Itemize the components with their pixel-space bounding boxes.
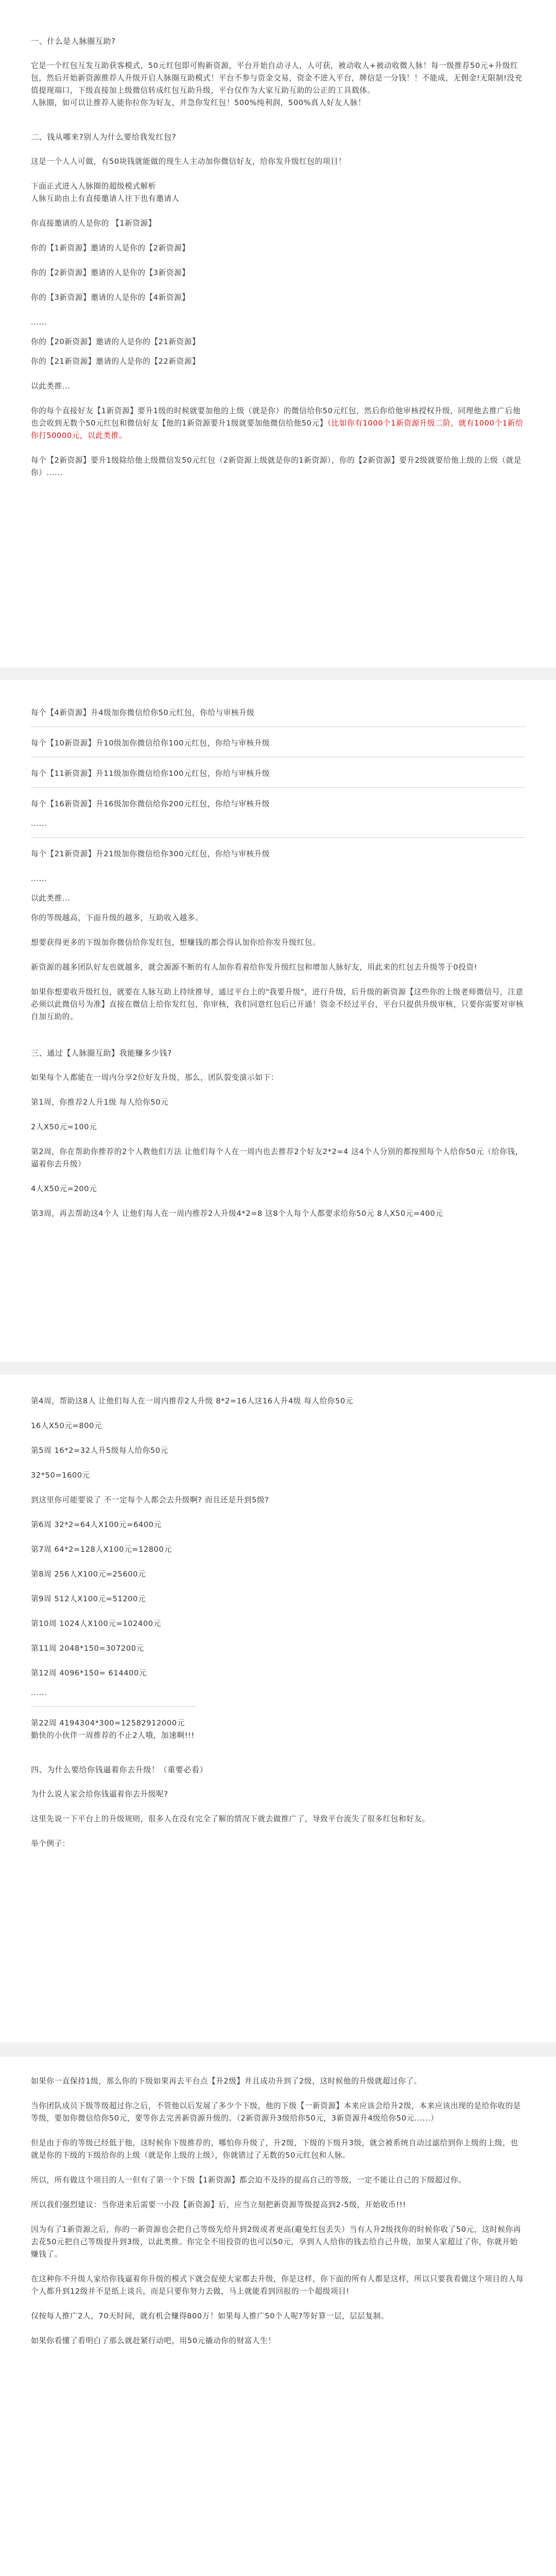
so-on-text: 以此类推... [31, 894, 71, 903]
example-paragraph: 所以，所有做这个项目的人一但有了第一个下级【1新资源】都会迫不及待的提高自己的等级，一定不能让自己的下级超过你。 [31, 2176, 466, 2184]
level5-note: 到这里你可能要说了 不一定每个人都会去升级啊? 而且还是升到5级? [31, 1496, 269, 1504]
week-calc: 4人X50元=200元 [31, 1184, 97, 1193]
closing-paragraph: 如果你看懂了看明白了那么就赶紧行动吧，用50元撬动你的财富人生！ [31, 2336, 276, 2345]
week-calc: 32*50=1600元 [31, 1471, 90, 1480]
why-pay-question: 为什么说人家会给你钱逼着你去升级呢? [31, 1790, 168, 1799]
section-heading-earnings: 三、通过【人脉圈互助】我能赚多少钱? [31, 1048, 172, 1058]
week-calc: 16人X50元=800元 [31, 1421, 102, 1430]
rule-line: 每个【4新资源】升4级加你微信给你50元红包，你给与审核升级 [31, 708, 255, 717]
example-paragraph: 因为有了1新资源之后，你的一新资源也会把自己等级先给升到2级或者更高(避免红包丢失）当有人升2级找你的时候你收了50元，这时候你再去花50元把自己等级提升到3级，以此类推。你完全不用投资的也可以50元，享到人人给你的钱去给自己升级，加果人家超过了你，你就开始赚钱了。 [31, 2225, 522, 2259]
earnings-intro: 如果每个人都能在一周内分享2位好友升级，那么，团队裂变演示如下： [31, 1073, 279, 1082]
chain-line: 你的【3新资源】邀请的人是你的【4新资源】 [31, 293, 190, 302]
week-line: 第9周 512人X100元=51200元 [31, 1595, 146, 1603]
ellipsis-text: ...... [31, 1688, 47, 1697]
content-panel-3 [0, 1375, 556, 2042]
example-paragraph: 仅按每人推广2人，70天时间，就有机会赚得800万！如果每人推广50个人呢?等好算一层，层层复制。 [31, 2312, 389, 2320]
section-heading-why-pay: 四、为什么要给你钱逼着你去升级！（重要必看） [31, 1765, 208, 1774]
why-pay-paragraph: 这里先说一下平台上的升级规则，很多人在没有完全了解的情况下就去做推广了，导致平台流失了很多红包和好友。 [31, 1815, 430, 1823]
intro-paragraph: 它是一个红包互发互助获客模式，50元红包即可购新资源，平台开始自动寻人，人可获，被动收人+被动收微人脉！每一级推荐50元+升级红包，然后开始新资源推荐人升级开启人脉圈互助模式！平台不参与资金交易，资金不进入平台，牌信是一分钱！！不能成，无佣金!无限制!没充值提现端口，下级直接加上级微信转成红包互助升级，平台仅作为大家互助互助的公正的工具载体。 人脉圈，如可以让推荐人能你拉你为好友，并急你发红包！500%纯利润，500%真人好友人脉！ [31, 61, 523, 107]
chain-line: 你的【2新资源】邀请的人是你的【3新资源】 [31, 268, 190, 277]
week-line: 第5周 16*2=32人升5级每人给你50元 [31, 1446, 168, 1455]
detail-paragraph [31, 405, 525, 442]
explain-heading: 下面正式进入人脉圈的超级模式解析 人脉互助由上有直接邀请人往下也有邀请人 [31, 182, 180, 203]
rule-line: 每个【21新资源】升21级加你微信给你300元红包，你给与审核升级 [31, 850, 270, 858]
week-line: 第6周 32*2=64人X100元=6400元 [31, 1520, 162, 1529]
more-resources-paragraph: 新资源的越多团队好友也就越多，就会源源不断的有人加你看着给你发升级红包和增加人脉好友，用此来的红包去升级等于0投资! [31, 963, 478, 972]
level-note: 你的等级越高，下面升级的越多，互助收入越多。 [31, 913, 203, 922]
content-panel-2 [0, 680, 556, 1362]
week-line: 第22周 4194304*300=12582912000元 勤快的小伙伴一周推荐的不止2人哦，加速啊!!! [31, 1719, 195, 1740]
divider [31, 787, 525, 788]
content-panel-1 [0, 0, 556, 668]
chain-line: 你的【1新资源】邀请的人是你的【2新资源】 [31, 244, 190, 252]
detail-normal-text: 你的每个直接好友【1新资源】要升1级的时候就要加他的上级（就是你）的微信给你50元红包，然后你给他审核授权升级，同理他去推广后他也会收到无数个50元红包和微信好友【他的1新资源要升1级就要加他微信给他50元】 [31, 406, 521, 428]
example-paragraph: 如果你一直保持1级，那么你的下级如果再去平台点【升2级】并且成功升到了2级，这时候他的升级就超过你了。 [31, 2077, 422, 2086]
week-calc: 2人X50元=100元 [31, 1123, 97, 1131]
example-paragraph: 但是由于你的等级已经低于他，这时候你下级推荐的，哪怕你升级了，升2级，下级的下级升3级，就会被系统自动过滤给到你上级的上级，也就是你的下级的下级给你的上级（就是你上级的上级），你就错过了无数的50元红包和人脉。 [31, 2139, 518, 2160]
ellipsis-text: ...... [31, 874, 47, 883]
rule-line: 每个【11新资源】升11级加你微信给你100元红包，你给与审核升级 [31, 769, 270, 778]
rule-line: 每个【10新资源】升10级加你微信给你100元红包，你给与审核升级 [31, 739, 270, 748]
section-heading-what-is: 一、什么是人脉圈互助? [31, 37, 116, 46]
week-line: 第11周 2048*150=307200元 [31, 1644, 144, 1653]
ellipsis-text: ...... [31, 819, 47, 828]
rule-line: 每个【16新资源】升16级加你微信给你200元红包，你给与审核升级 [31, 800, 270, 808]
example-label: 举个例子： [31, 1839, 70, 1848]
example-paragraph: 所以我们强烈建议：当你进来后需要一小段【新资源】后，应当立刻把新资源等级提高到2-5级，开始收币!!! [31, 2200, 406, 2209]
divider [31, 1706, 196, 1707]
example-paragraph: 当你团队成员下级等级超过你之后，不管他以后发展了多少个下级，他的下级【一新资源】本来应该会给升2级，本来应该出现的是给你收的是等级，要加你微信给你50元，要等你去完善新资源升级的。（2新资源升3级给你50元，3新资源升4级给你50元......） [31, 2102, 521, 2123]
example-paragraph: 在这种你不升级人家给你钱逼着你升级的模式下就会促使大家都去升级，你是这样，你下面的所有人都是这样，所以只要我看做这个项目的人每个人都升到12级并不是纸上谈兵，而是只要你努力去做，马上就能看到回报的一个超级项目! [31, 2275, 524, 2296]
week-line: 第2周，你在帮助你推荐的2个人教他们方法 让他们每个人在一周内也去推荐2个好友2*2=4 这4个人分别的都按照每个人给你50元（给你钱，逼着你去升级） [31, 1147, 523, 1168]
warning-paragraph: 如果你想要收升级红包，就要在人脉互助上持续推导，通过平台上的"我要升级"，进行升级，后升级的新资源【这些你的上级老师微信号，注意必须以此微信号为准】直接在微信上给你发红包，你审核，我们同意红包后已开通！资金不经过平台，平台只提供升级审核，只要你需要对审核自加互助的。 [31, 988, 524, 1021]
chain-line: 你的【21新资源】邀请的人是你的【22新资源】 [31, 357, 200, 366]
week-line: 第1周，你推荐2人升1级 每人给你50元 [31, 1098, 169, 1107]
divider [31, 837, 525, 838]
tier-rule-paragraph: 每个【2新资源】要升1级除给他上级微信发50元红包（2新资源上级就是你的1新资源），你的【2新资源】要升2级就要给他上级的上级（就是你）...... [31, 456, 522, 477]
content-panel-4 [0, 2057, 556, 2576]
detail-highlight-text: （比如你有1000个1新资源升级二阶，就有1000个1新给你打50000元，以此类推。 [31, 419, 524, 440]
week-line: 第3周，再去帮助这4个人 让他们每人在一周内推荐2人升级4*2=8 这8个人每个人都要求给你50元 8人X50元=400元 [31, 1209, 443, 1218]
money-source-paragraph: 这是一个人人可做，有50块钱就能做的现生人主动加你微信好友，给你发升级红包的项目！ [31, 157, 346, 166]
week-line: 第12周 4096*150= 614400元 [31, 1669, 147, 1677]
section-heading-money-source: 二、钱从哪来?别人为什么要给我发红包? [31, 132, 177, 142]
week-line: 第10周 1024人X100元=102400元 [31, 1619, 161, 1628]
week-line: 第8周 256人X100元=25600元 [31, 1570, 146, 1579]
so-on-text: 以此类推... [31, 382, 71, 391]
divider [31, 726, 525, 727]
chain-line: 你的【20新资源】邀请的人是你的【21新资源】 [31, 337, 200, 346]
week-line: 第4周，帮助这8人 让他们每人在一周内推荐2人升级 8*2=16人这16人升4级 每人给你50元 [31, 1397, 354, 1405]
week-line: 第7周 64*2=128人X100元=12800元 [31, 1545, 172, 1554]
ellipsis-text: ...... [31, 318, 47, 327]
meaning-paragraph: 想要获得更多的下级加你微信给你发红包，想赚钱的都会得认加你给你发升级红包。 [31, 938, 321, 947]
explain-label: 你直接邀请的人是你的 【1新资源】 [31, 219, 157, 228]
